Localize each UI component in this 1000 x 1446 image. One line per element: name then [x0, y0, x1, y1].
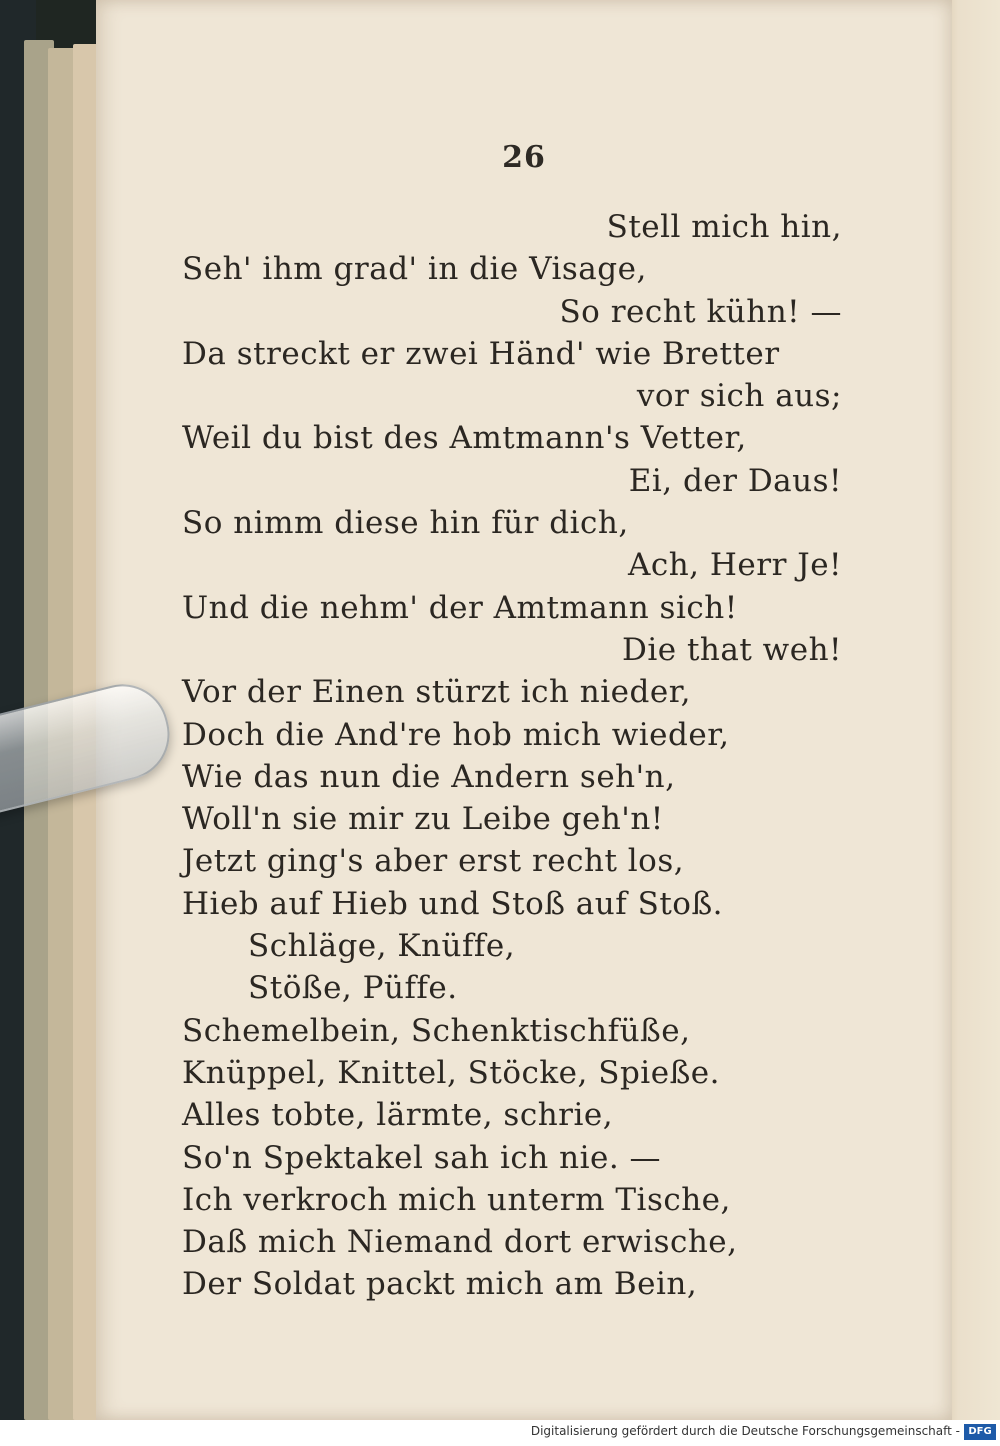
poem-line: Woll'n sie mir zu Leibe geh'n! [182, 801, 664, 838]
poem-line: Stell mich hin, [606, 209, 842, 245]
poem-line: Und die nehm' der Amtmann sich! [182, 589, 738, 626]
poem-line: So nimm diese hin für dich, [182, 505, 629, 542]
poem-line: So'n Spektakel sah ich nie. — [182, 1139, 662, 1176]
book-page [96, 0, 952, 1420]
poem-line: Ach, Herr Je! [627, 547, 842, 584]
poem-line: Alles tobte, lärmte, schrie, [182, 1097, 614, 1134]
poem-line: Doch die And're hob mich wieder, [182, 716, 730, 753]
poem-line: Wie das nun die Andern seh'n, [182, 758, 676, 795]
poem-line: Ei, der Daus! [628, 462, 842, 499]
poem-line: Die that weh! [622, 631, 842, 668]
poem-line: Hieb auf Hieb und Stoß auf Stoß. [182, 885, 724, 922]
page-number: 26 [502, 140, 546, 175]
poem-line: Weil du bist des Amtmann's Vetter, [182, 420, 747, 457]
poem-line: Schläge, Knüffe, [248, 928, 516, 965]
poem-line: Ich verkroch mich unterm Tische, [182, 1181, 731, 1218]
poem-line: Vor der Einen stürzt ich nieder, [182, 674, 691, 711]
funding-notice: Digitalisierung gefördert durch die Deutsche Forschungsgemeinschaft - [530, 1424, 960, 1438]
poem-line: Seh' ihm grad' in die Visage, [182, 251, 647, 288]
poem-text [182, 206, 842, 1306]
poem-line: Daß mich Niemand dort erwische, [182, 1224, 738, 1261]
poem-line: vor sich aus; [636, 378, 842, 415]
poem-line: Schemelbein, Schenktischfüße, [182, 1012, 691, 1049]
poem-line: Da streckt er zwei Händ' wie Bretter [182, 335, 780, 372]
dfg-logo: DFG [964, 1424, 996, 1440]
poem-line: So recht kühn! — [559, 293, 842, 330]
footer-bar [0, 1420, 1000, 1446]
poem-line: Jetzt ging's aber erst recht los, [182, 843, 685, 880]
poem-line: Der Soldat packt mich am Bein, [182, 1266, 698, 1303]
poem-line: Stöße, Püffe. [248, 970, 458, 1007]
poem-line: Knüppel, Knittel, Stöcke, Spieße. [182, 1054, 720, 1091]
